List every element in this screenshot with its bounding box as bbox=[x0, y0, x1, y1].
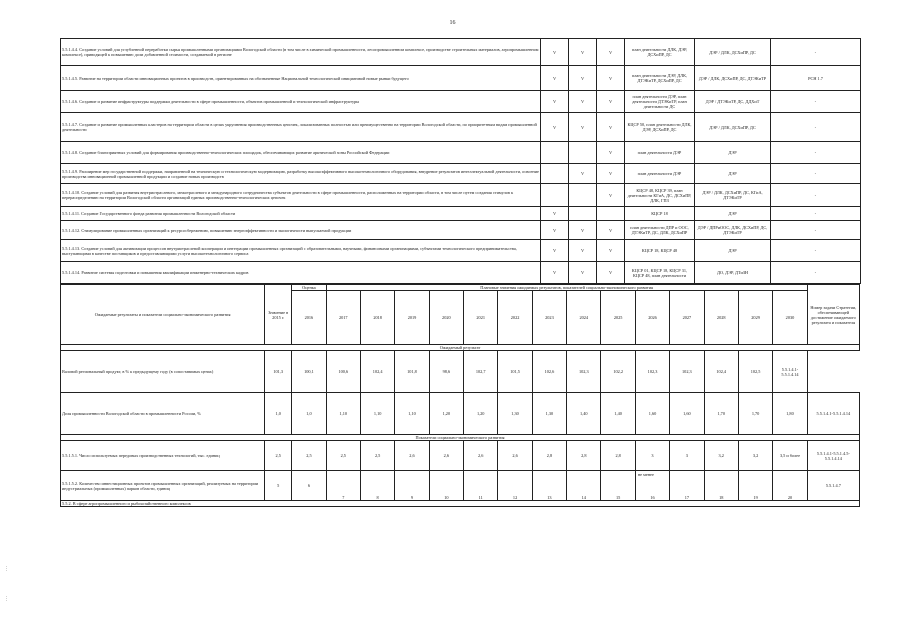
measures-table bbox=[60, 38, 861, 284]
indicator-row bbox=[61, 441, 860, 471]
indicator-row bbox=[61, 393, 860, 435]
note: - bbox=[771, 164, 861, 184]
year-value: 20 bbox=[773, 471, 807, 501]
mark-2017 bbox=[541, 164, 569, 184]
year-value: 100,1 bbox=[292, 351, 326, 393]
mark-2020: V bbox=[569, 113, 597, 142]
year-value: 2,6 bbox=[464, 441, 498, 471]
mark-2030 bbox=[597, 207, 625, 221]
measure-row bbox=[61, 113, 861, 142]
document-source: план деятельности ДЭР bbox=[625, 164, 695, 184]
mark-2030: V bbox=[597, 39, 625, 66]
note: - bbox=[771, 113, 861, 142]
mark-2017: V bbox=[541, 221, 569, 240]
measure-row bbox=[61, 207, 861, 221]
header-estimate: Оценка bbox=[292, 285, 326, 291]
measure-row bbox=[61, 164, 861, 184]
mark-2020: V bbox=[569, 262, 597, 284]
year-value: 1,0 bbox=[292, 393, 326, 435]
year-value: 102,2 bbox=[601, 351, 635, 393]
year-value: 1,80 bbox=[773, 393, 807, 435]
note: - bbox=[771, 142, 861, 164]
responsible: ДЭР / ДЛК, ДСХиПР, ДС, ДТЭКиТР bbox=[695, 66, 771, 91]
year-value: 15 bbox=[601, 471, 635, 501]
year-value: 3,5 и более bbox=[773, 441, 807, 471]
responsible: ДЭР / ДТЭКиТР, ДС, ДДХиТ bbox=[695, 91, 771, 113]
responsible: ДЭР / ДПРиООС, ДЛК, ДСХиПР, ДС, ДТЭКиТР bbox=[695, 221, 771, 240]
year-header: 2029 bbox=[738, 291, 772, 345]
mark-2017: V bbox=[541, 113, 569, 142]
measure-text: 5.5.1.4.7. Создание и развитие промышленных кластеров на территории области в целях укрупнения производственных цепочек, локализованных полностью или преимущественно на территории Вологодской области, по приоритетным видам промышленной деятельности bbox=[61, 113, 541, 142]
responsible: ДЭР bbox=[695, 240, 771, 262]
margin-mark: ⋮ bbox=[4, 597, 9, 602]
responsible: ДО, ДЭР, ДТиЗН bbox=[695, 262, 771, 284]
year-header: 2022 bbox=[498, 291, 532, 345]
year-value: 102,3 bbox=[670, 351, 704, 393]
base-value: 2,5 bbox=[265, 441, 292, 471]
note: - bbox=[771, 207, 861, 221]
year-header: 2027 bbox=[670, 291, 704, 345]
document-source: план деятельности ДЭР bbox=[625, 142, 695, 164]
year-value: 17 bbox=[670, 471, 704, 501]
year-value: 101,8 bbox=[395, 351, 429, 393]
measure-text: 5.5.1.4.11. Создание Государственного фонда развития промышленности Вологодской области bbox=[61, 207, 541, 221]
mark-2017: V bbox=[541, 240, 569, 262]
year-value: 12 bbox=[498, 471, 532, 501]
mark-2020 bbox=[569, 184, 597, 207]
year-value: 14 bbox=[567, 471, 601, 501]
mark-2020: V bbox=[569, 240, 597, 262]
note: РСН 1.7 bbox=[771, 66, 861, 91]
indicator-name: 5.5.1.5.2. Количество инвестиционных проектов промышленных организаций, реализуемых на территории индустриальных (промышленных) парков области, единиц bbox=[61, 471, 265, 501]
mark-2030: V bbox=[597, 262, 625, 284]
responsible: ДЭР / ДЛК, ДСХиПР, ДС bbox=[695, 39, 771, 66]
mark-2030: V bbox=[597, 91, 625, 113]
section-expected-result: Ожидаемый результат bbox=[61, 345, 860, 351]
year-value: 3 bbox=[670, 441, 704, 471]
responsible: ДЭР bbox=[695, 207, 771, 221]
year-value: 6 bbox=[292, 471, 326, 501]
year-value: 102,3 bbox=[567, 351, 601, 393]
year-value: 3 bbox=[635, 441, 669, 471]
header-plan-values: Плановые значения ожидаемых результатов, показателей социально-экономического развития bbox=[326, 285, 807, 291]
year-value: 1,10 bbox=[395, 393, 429, 435]
year-value: 102,7 bbox=[464, 351, 498, 393]
mark-2020 bbox=[569, 142, 597, 164]
mark-2030: V bbox=[597, 142, 625, 164]
year-value: 2,5 bbox=[360, 441, 394, 471]
year-value: 3,2 bbox=[704, 441, 738, 471]
note: - bbox=[771, 91, 861, 113]
mark-2030: V bbox=[597, 113, 625, 142]
document-source: план деятельности ДПР и ООС, ДТЭКиТР, ДС, ДЛК, ДСХиПР bbox=[625, 221, 695, 240]
document-source: план деятельности ДЛК, ДЭР, ДСХиПР, ДС bbox=[625, 39, 695, 66]
mark-2030: V bbox=[597, 240, 625, 262]
measure-text: 5.5.1.4.12. Стимулирование промышленных организаций к ресурсосбережению, повышению энергоэффективности и экологичности выпускаемой продукции bbox=[61, 221, 541, 240]
header-task-number: Номер задачи Стратегии, обеспечивающей достижение ожидаемого результата и показателя bbox=[807, 285, 859, 345]
task-reference: 5.5.1.4.1-5.5.1.4.14 bbox=[773, 351, 807, 393]
year-value: 1,70 bbox=[704, 393, 738, 435]
mark-2017: V bbox=[541, 91, 569, 113]
mark-2017: V bbox=[541, 207, 569, 221]
year-value: 16 не менее bbox=[635, 471, 669, 501]
measure-text: 5.5.1.4.13. Создание условий для активизации процессов внутриотраслевой кооперации и интеграции промышленных организаций с образовательными, научными, финансовыми организациями, субъектами технологического предпринимательства, выступающими в качестве поставщиков и предоставляющими услуги высокотехнологичного сервиса bbox=[61, 240, 541, 262]
measure-row bbox=[61, 66, 861, 91]
base-value: 101,3 bbox=[265, 351, 292, 393]
year-value: 102,3 bbox=[635, 351, 669, 393]
note: - bbox=[771, 262, 861, 284]
year-value: 19 bbox=[738, 471, 772, 501]
year-value: 1,70 bbox=[738, 393, 772, 435]
year-value: 1,30 bbox=[498, 393, 532, 435]
measure-text: 5.5.1.4.4. Создание условий для углубленной переработки сырья промышленными организациями Вологодской области (в том числе в химической промышленности, лесопромышленном комплексе, производстве строительных материалов, агропромышленном комплексе), приводящей к повышению доли добавленной стоимости, создаваемой в регионе bbox=[61, 39, 541, 66]
document-source: КЦСР 50, план деятельности ДЛК, ДЭР, ДСХиПР, ДС bbox=[625, 113, 695, 142]
year-header: 2028 bbox=[704, 291, 738, 345]
mark-2017 bbox=[541, 184, 569, 207]
measure-row bbox=[61, 240, 861, 262]
mark-2020: V bbox=[569, 164, 597, 184]
mark-2020: V bbox=[569, 221, 597, 240]
responsible: ДЭР / ДЛК, ДСХиПР, ДС bbox=[695, 113, 771, 142]
mark-2030: V bbox=[597, 164, 625, 184]
section-indicators: Показатели социально-экономического развития bbox=[61, 435, 860, 441]
minimum-note: не менее bbox=[637, 472, 654, 477]
results-table bbox=[60, 284, 860, 507]
indicator-name: Валовой региональный продукт, в % к предыдущему году (в сопоставимых ценах) bbox=[61, 351, 265, 393]
year-value: 18 bbox=[704, 471, 738, 501]
year-value: 1,20 bbox=[464, 393, 498, 435]
measure-row bbox=[61, 91, 861, 113]
measure-text: 5.5.1.4.5. Развитие на территории области инновационных проектов в производств, ориентированных на обозначенные Национальной технологической инициативой новые рынки будущего bbox=[61, 66, 541, 91]
document-source: КЦСР 18, КЦСР 48 bbox=[625, 240, 695, 262]
year-value: 2,5 bbox=[292, 441, 326, 471]
measure-text: 5.5.1.4.8. Создание благоприятных условий для формирования производственно-технологических площадок, обеспечивающих развитие арктической зоны Российской Федерации bbox=[61, 142, 541, 164]
measure-text: 5.5.1.4.14. Развитие системы подготовки и повышения квалификации инженерно-технических кадров bbox=[61, 262, 541, 284]
mark-2017 bbox=[541, 142, 569, 164]
note: - bbox=[771, 39, 861, 66]
indicator-row bbox=[61, 471, 860, 501]
mark-2030: V bbox=[597, 184, 625, 207]
mark-2030: V bbox=[597, 221, 625, 240]
document-source: КЦСР 01, КЦСР 18, КЦСР 31, КЦСР 48, план деятельности bbox=[625, 262, 695, 284]
mark-2017: V bbox=[541, 262, 569, 284]
year-value: 102,4 bbox=[360, 351, 394, 393]
year-value: 1,30 bbox=[532, 393, 566, 435]
page-number: 16 bbox=[449, 20, 456, 26]
year-value: 10 bbox=[429, 471, 463, 501]
mark-2017: V bbox=[541, 66, 569, 91]
year-value: 98,6 bbox=[429, 351, 463, 393]
year-header: 2024 bbox=[567, 291, 601, 345]
year-value: 101,5 bbox=[498, 351, 532, 393]
year-value: 2,5 bbox=[326, 441, 360, 471]
mark-2030: V bbox=[597, 66, 625, 91]
measure-text: 5.5.1.4.9. Расширение мер государственной поддержки, направленной на техническую и технологическую модернизацию, разработку высокоэффективного высокотехнологичного оборудования, внедрение результатов интеллектуальной деятельности, освоение производства инновационной промышленной продукции и создание новых производств bbox=[61, 164, 541, 184]
mark-2020: V bbox=[569, 66, 597, 91]
indicator-name: 5.5.1.5.1. Число используемых передовых производственных технологий, тыс. единиц bbox=[61, 441, 265, 471]
task-reference: 5.5.1.4.7 bbox=[807, 471, 859, 501]
year-value: 102,5 bbox=[738, 351, 772, 393]
year-value: 2,8 bbox=[532, 441, 566, 471]
next-section-heading: 5.5.2. В сфере агропромышленного и рыбохозяйственного комплексов bbox=[61, 501, 860, 507]
year-value: 1,40 bbox=[601, 393, 635, 435]
year-header: 2017 bbox=[326, 291, 360, 345]
responsible: ДЭР bbox=[695, 142, 771, 164]
responsible: ДЭР bbox=[695, 164, 771, 184]
task-reference: 5.5.1.4.1-5.5.1.4.5-5.5.1.4.14 bbox=[807, 441, 859, 471]
mark-2017: V bbox=[541, 39, 569, 66]
measure-row bbox=[61, 184, 861, 207]
year-value: 2,8 bbox=[601, 441, 635, 471]
task-reference: 5.5.1.4.1-5.5.1.4.14 bbox=[807, 393, 859, 435]
document-source: план деятельности ДЭР, план деятельности ДТЭКиТР, план деятельности ДС bbox=[625, 91, 695, 113]
note: - bbox=[771, 240, 861, 262]
document-source: КЦСР 48, КЦСР 39, план деятельности КГиА, ДС, ДСХиПР, ДЛК, ГПЗ bbox=[625, 184, 695, 207]
measure-text: 5.5.1.4.10. Создание условий для развития внутриотраслевого, межотраслевого и международного сотрудничества субъектов деятельности в сфере промышленности, расположенных на территории области, в том числе путем создания стимулов к перераспределению на территории Вологодской области организаций единых производственно-технологических цепочек bbox=[61, 184, 541, 207]
year-value: 9 bbox=[395, 471, 429, 501]
document-source: план деятельности ДЭР, ДЛК, ДТЭКиТР, ДСХиПР, ДС bbox=[625, 66, 695, 91]
note: - bbox=[771, 221, 861, 240]
document-source: КЦСР 18 bbox=[625, 207, 695, 221]
responsible: ДЭР / ДЛК, ДСХиПР, ДС, КГиА, ДТЭКиТР bbox=[695, 184, 771, 207]
year-value: 1,10 bbox=[360, 393, 394, 435]
year-header: 2025 bbox=[601, 291, 635, 345]
year-value: 100,6 bbox=[326, 351, 360, 393]
year-value: 1,10 bbox=[326, 393, 360, 435]
mark-2020: V bbox=[569, 39, 597, 66]
year-value: 13 bbox=[532, 471, 566, 501]
year-value: 1,20 bbox=[429, 393, 463, 435]
measure-row bbox=[61, 262, 861, 284]
base-value: 1,0 bbox=[265, 393, 292, 435]
header-base-value: Значение в 2015 г. bbox=[265, 285, 292, 345]
year-header: 2016 bbox=[292, 291, 326, 345]
year-value: 1,60 bbox=[670, 393, 704, 435]
year-value: 3,2 bbox=[738, 441, 772, 471]
year-value: 1,40 bbox=[567, 393, 601, 435]
year-header: 2020 bbox=[429, 291, 463, 345]
header-results: Ожидаемые результаты и показатели социально-экономического развития bbox=[61, 285, 265, 345]
measure-row bbox=[61, 142, 861, 164]
year-value: 102,4 bbox=[704, 351, 738, 393]
year-value: 7 bbox=[326, 471, 360, 501]
measure-row bbox=[61, 221, 861, 240]
year-value: 2,8 bbox=[567, 441, 601, 471]
year-value: 2,6 bbox=[395, 441, 429, 471]
measure-text: 5.5.1.4.6. Создание и развитие инфраструктуры поддержки деятельности в сфере промышленности, объектов промышленной и технологической инфраструктуры bbox=[61, 91, 541, 113]
year-header: 2030 bbox=[773, 291, 807, 345]
year-header: 2021 bbox=[464, 291, 498, 345]
mark-2020: V bbox=[569, 91, 597, 113]
year-value: 11 bbox=[464, 471, 498, 501]
year-header: 2026 bbox=[635, 291, 669, 345]
measure-row bbox=[61, 39, 861, 66]
year-header: 2019 bbox=[395, 291, 429, 345]
year-value: 8 bbox=[360, 471, 394, 501]
year-value: 2,6 bbox=[498, 441, 532, 471]
margin-mark: ⋮ bbox=[4, 567, 9, 572]
year-value: 102,6 bbox=[532, 351, 566, 393]
year-header: 2018 bbox=[360, 291, 394, 345]
indicator-row bbox=[61, 351, 860, 393]
year-value: 1,60 bbox=[635, 393, 669, 435]
mark-2020 bbox=[569, 207, 597, 221]
document-sheet bbox=[60, 38, 860, 507]
year-header: 2023 bbox=[532, 291, 566, 345]
year-value: 2,6 bbox=[429, 441, 463, 471]
note: - bbox=[771, 184, 861, 207]
indicator-name: Доля промышленности Вологодской области в промышленности России, % bbox=[61, 393, 265, 435]
base-value: 5 bbox=[265, 471, 292, 501]
